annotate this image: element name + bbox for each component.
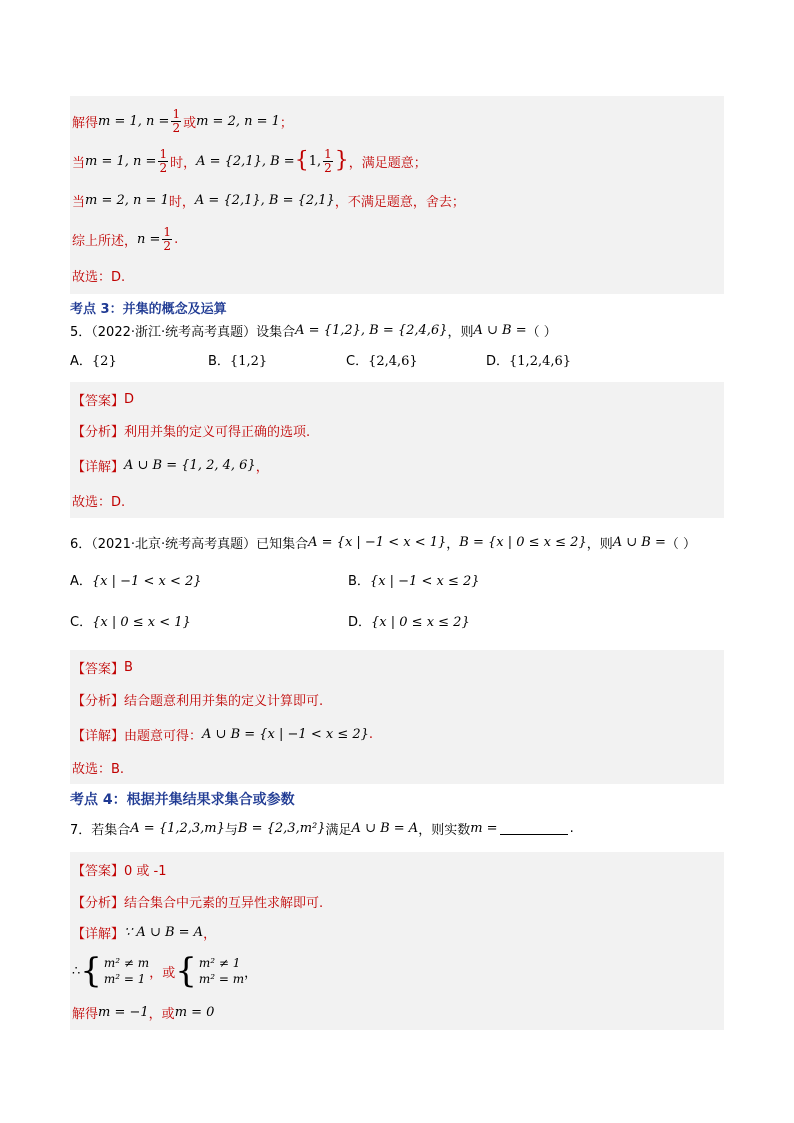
question-5: 5．（2022·浙江·统考高考真题）设集合 A = {1,2}, B = {2,4,6} ，则 A ∪ B = （ ）: [70, 322, 557, 340]
answer-blank: [500, 822, 568, 835]
option-d: D．{x | 0 ≤ x ≤ 2}: [348, 614, 470, 630]
question-7: 7．若集合 A = {1,2,3,m} 与 B = {2,3,m²} 满足 A ∪ B = A ，则实数 m = .: [70, 820, 574, 838]
option-c: C．{x | 0 ≤ x < 1}: [70, 614, 191, 630]
detail-line: 【详解】 A ∪ B = {1, 2, 4, 6} ，: [72, 457, 269, 475]
solution-block-q4: [70, 96, 724, 294]
solution-line-2: 当 m = 1, n = $\frac{1}{2}$ 时， A = {2,1}, B = { 1, $\frac{1}{2}$ } ，满足题意；: [72, 146, 427, 175]
detail-line: 【详解】 由题意可得： A ∪ B = {x | −1 < x ≤ 2} .: [72, 726, 374, 744]
answer-line: 【答案】 D: [72, 391, 135, 409]
choice-line: 故选：D.: [72, 494, 126, 510]
fraction: $\frac{1}{2}$: [163, 224, 172, 253]
fraction: $\frac{1}{2}$: [324, 146, 332, 175]
question-5-options: [70, 342, 724, 376]
solution-block-q6: [70, 650, 724, 784]
fraction: $\frac{1}{2}$: [159, 146, 168, 175]
equation-system-1: { m² ≠ m m² = 1: [80, 951, 150, 991]
question-6-options-row2: [70, 600, 724, 640]
question-6: 6．（2021·北京·统考高考真题）已知集合 A = {x | −1 < x < 1} ， B = {x | 0 ≤ x ≤ 2} ，则 A ∪ B = （ ）: [70, 534, 696, 552]
fraction: $\frac{1}{2}$: [172, 106, 181, 135]
section-heading-3: 考点 3：并集的概念及运算: [70, 301, 227, 317]
option-b: B．{x | −1 < x ≤ 2}: [348, 573, 480, 589]
final-line: 解得 m = −1 ，或 m = 0: [72, 1004, 215, 1022]
option-b: B．{1,2}: [208, 353, 268, 369]
analysis-line: 【分析】 结合题意利用并集的定义计算即可.: [72, 693, 324, 709]
solution-line-4: 综上所述， n = $\frac{1}{2}$ .: [72, 224, 179, 253]
option-a: A．{x | −1 < x < 2}: [70, 573, 202, 589]
analysis-line: 【分析】 结合集合中元素的互异性求解即可.: [72, 895, 324, 911]
detail-line: 【详解】 ∵ A ∪ B = A ，: [72, 924, 217, 942]
choice-line: 故选：B.: [72, 761, 125, 777]
question-6-options-row1: [70, 558, 724, 600]
solution-block-q7: [70, 852, 724, 1030]
option-a: A．{2}: [70, 353, 117, 369]
section-heading-4: 考点 4：根据并集结果求集合或参数: [70, 792, 295, 808]
analysis-line: 【分析】 利用并集的定义可得正确的选项.: [72, 424, 311, 440]
answer-line: 【答案】 B: [72, 659, 133, 677]
equation-system-2: { m² ≠ 1 m² = m: [175, 951, 245, 991]
solution-line-3: 当 m = 2, n = 1 时， A = {2,1}, B = {2,1} ，不满足题意，舍去；: [72, 192, 465, 210]
page-content: [70, 96, 724, 1030]
option-c: C．{2,4,6}: [346, 353, 418, 369]
solution-line-1: 解得 m = 1, n = $\frac{1}{2}$ 或 m = 2, n = 1 ；: [72, 106, 293, 135]
equation-systems: ∴ { m² ≠ m m² = 1 ，或 { m² ≠ 1 m² = m ，: [72, 951, 258, 991]
solution-block-q5: [70, 382, 724, 518]
solution-choice: 故选：D.: [72, 269, 126, 285]
option-d: D．{1,2,4,6}: [486, 353, 572, 369]
answer-line: 【答案】 0 或 -1: [72, 863, 167, 879]
